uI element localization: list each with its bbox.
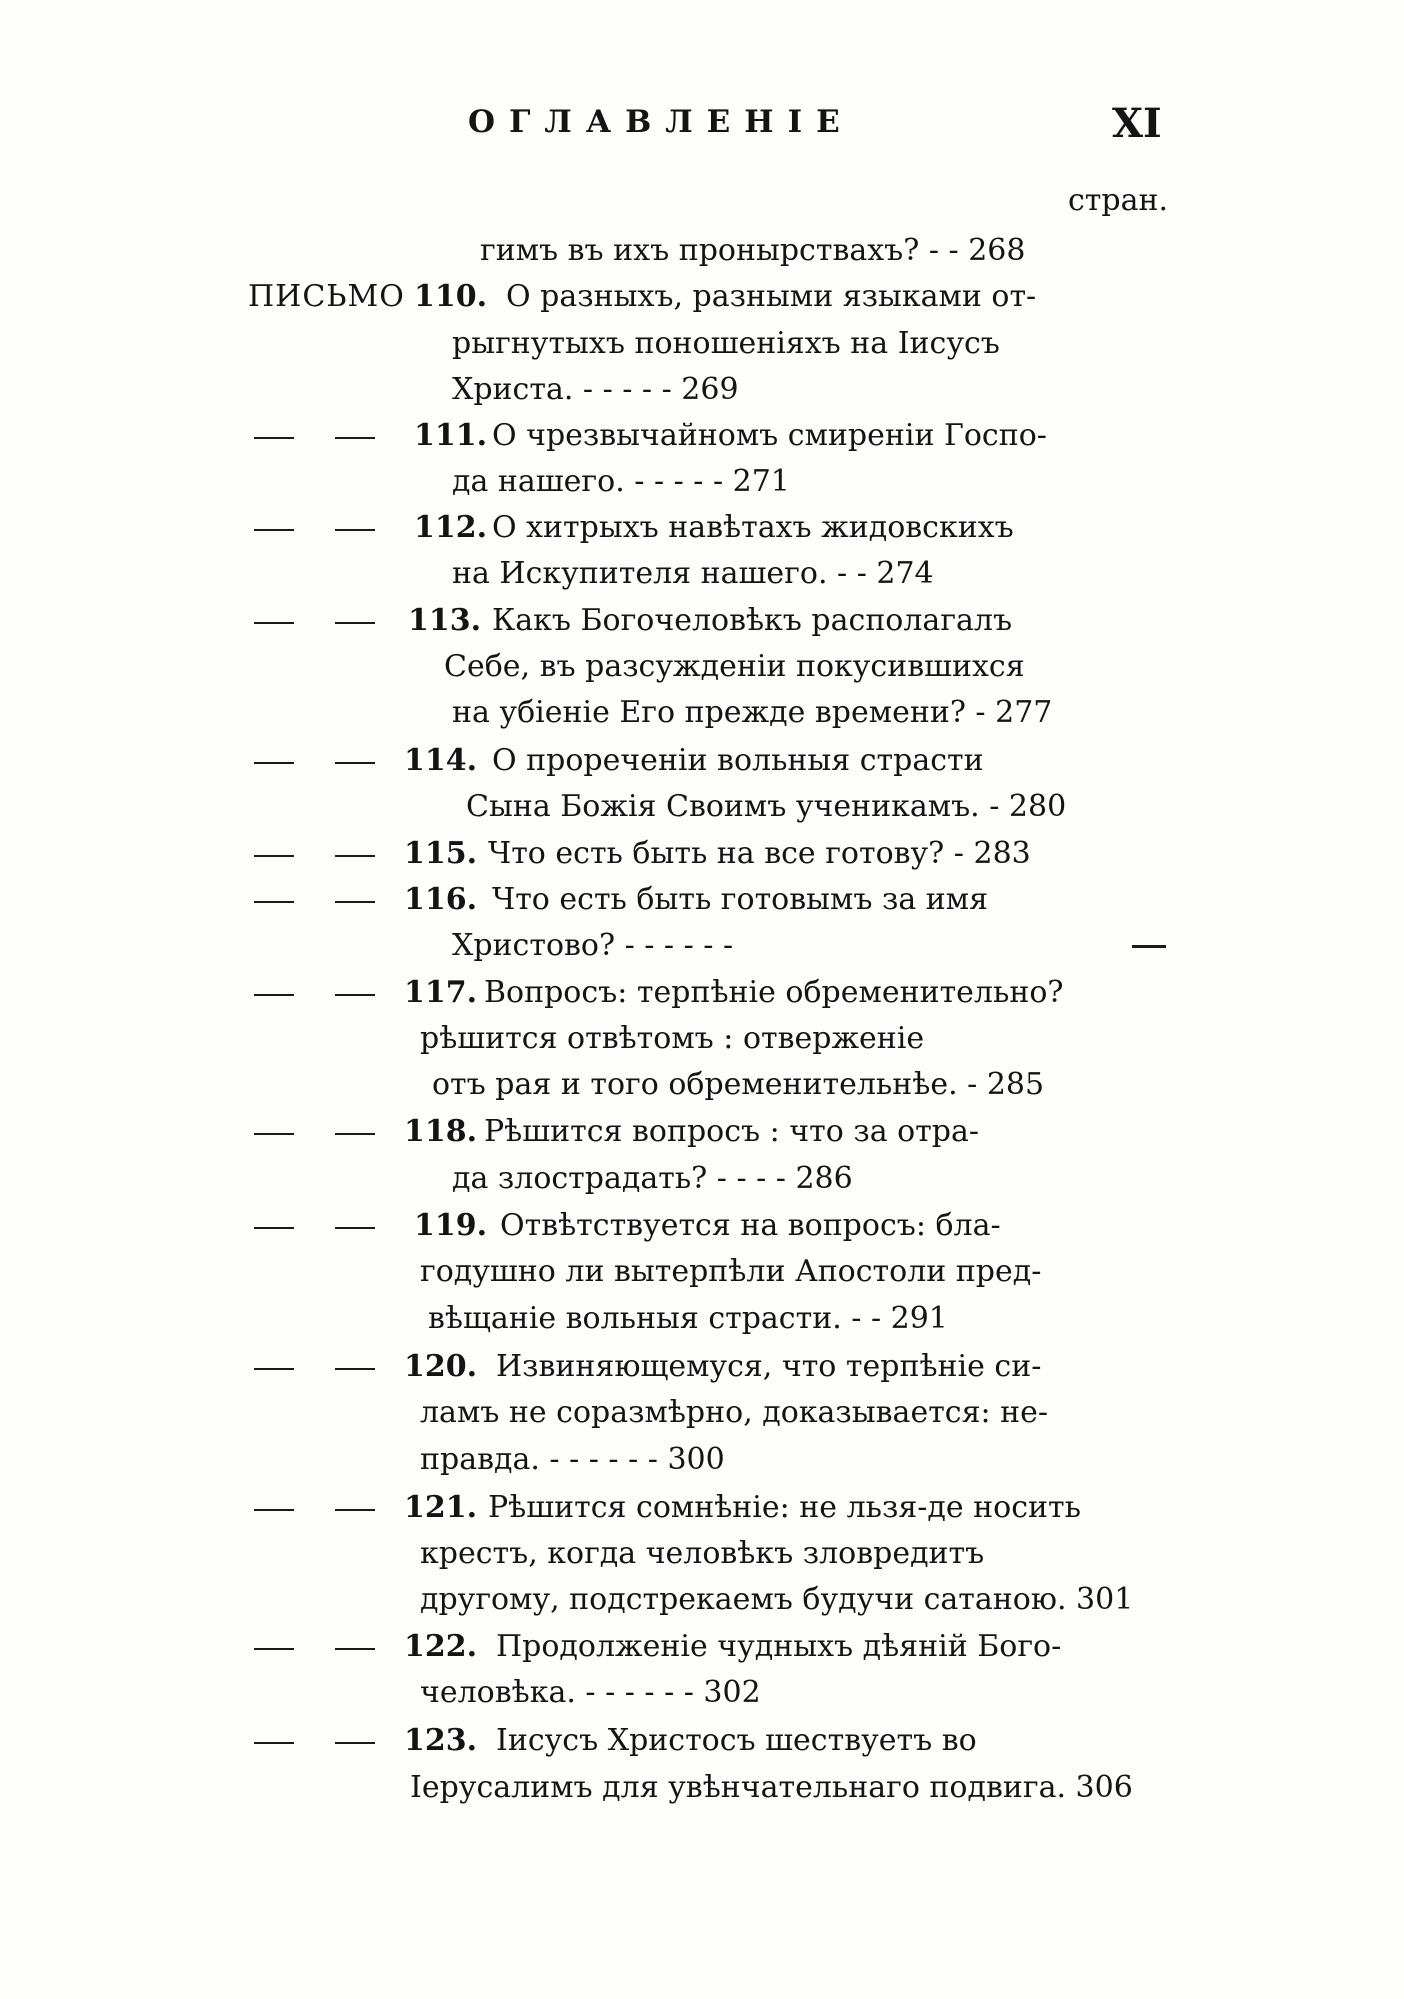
toc-line (0, 1670, 1404, 1716)
toc-line (0, 459, 1404, 505)
ditto-dash (254, 1509, 294, 1511)
ditto-dash (254, 1368, 294, 1370)
letter-number: 116. (404, 882, 478, 917)
toc-text: на убіеніе Его прежде времени? - 277 (452, 695, 1053, 730)
ditto-dash (335, 1368, 375, 1370)
letter-number: 120. (404, 1349, 478, 1384)
toc-text: Вопросъ: терпѣніе обременительно? (484, 975, 1064, 1010)
ditto-dash (335, 1742, 375, 1744)
toc-text: О хитрыхъ навѣтахъ жидовскихъ (492, 510, 1014, 545)
toc-line (0, 1016, 1404, 1062)
ditto-dash (335, 622, 375, 624)
toc-text: рѣшится отвѣтомъ : отверженіе (420, 1021, 925, 1056)
toc-line (0, 1249, 1404, 1295)
toc-line (0, 321, 1404, 367)
toc-line (0, 831, 1404, 877)
toc-line (0, 1624, 1404, 1670)
toc-line (0, 228, 1404, 274)
toc-text: О разныхъ, разными языками от- (506, 279, 1037, 314)
toc-text: отъ рая и того обременительнѣе. - 285 (432, 1067, 1045, 1102)
letter-number: 118. (404, 1114, 478, 1149)
toc-line (0, 274, 1404, 320)
ditto-dash (335, 855, 375, 857)
ditto-dash (254, 1742, 294, 1744)
toc-text: Христово? - - - - - - (452, 928, 734, 963)
ditto-dash (254, 994, 294, 996)
ditto-dash (335, 1133, 375, 1135)
toc-line (0, 644, 1404, 690)
toc-line (0, 1485, 1404, 1531)
ditto-dash (254, 1648, 294, 1650)
letter-number: 117. (404, 975, 478, 1010)
toc-line (0, 1203, 1404, 1249)
letter-number: 121. (404, 1490, 478, 1525)
ditto-dash (335, 762, 375, 764)
toc-line (0, 1390, 1404, 1436)
toc-text: Продолженіе чудныхъ дѣяній Бого- (496, 1629, 1062, 1664)
toc-line (0, 1344, 1404, 1390)
toc-text: крестъ, когда человѣкъ зловредитъ (420, 1536, 985, 1571)
toc-text: годушно ли вытерпѣли Апостоли пред- (420, 1254, 1042, 1289)
ditto-dash (254, 762, 294, 764)
toc-text: Рѣшится вопросъ : что за отра- (484, 1114, 979, 1149)
toc-line (0, 505, 1404, 551)
toc-line (0, 413, 1404, 459)
ditto-dash (254, 1227, 294, 1229)
toc-line (0, 551, 1404, 597)
page-number: XI (1112, 100, 1162, 147)
ditto-dash (254, 529, 294, 531)
letter-number: 112. (414, 510, 488, 545)
letter-number: 110. (414, 279, 488, 314)
toc-line (0, 877, 1404, 923)
toc-text: да злострадать? - - - - 286 (452, 1161, 853, 1196)
toc-text: Іерусалимъ для увѣнчательнаго подвига. 306 (410, 1770, 1133, 1805)
toc-text: О прореченіи вольныя страсти (492, 743, 984, 778)
page-column-header: стран. (1067, 183, 1168, 218)
toc-line (0, 784, 1404, 830)
letter-number: 111. (414, 418, 488, 453)
toc-line (0, 367, 1404, 413)
toc-text: человѣка. - - - - - - 302 (420, 1675, 761, 1710)
toc-line (0, 1156, 1404, 1202)
toc-text: правда. - - - - - - 300 (420, 1442, 725, 1477)
toc-text: Что есть быть на все готову? - 283 (488, 836, 1031, 871)
ditto-dash (335, 901, 375, 903)
toc-line (0, 598, 1404, 644)
letter-number: 119. (414, 1208, 488, 1243)
letter-number: 115. (404, 836, 478, 871)
ditto-dash (254, 1133, 294, 1135)
ditto-dash (335, 994, 375, 996)
toc-text: Отвѣтствуется на вопросъ: бла- (500, 1208, 1001, 1243)
ditto-dash (335, 1509, 375, 1511)
toc-line (0, 1062, 1404, 1108)
toc-text: Іисусъ Христосъ шествуетъ во (496, 1723, 977, 1758)
toc-text: Христа. - - - - - 269 (452, 372, 739, 407)
toc-line (0, 1109, 1404, 1155)
letter-number: 114. (404, 743, 478, 778)
toc-text: О чрезвычайномъ смиреніи Госпо- (492, 418, 1047, 453)
ditto-dash (254, 901, 294, 903)
toc-line (0, 1718, 1404, 1764)
toc-line (0, 923, 1404, 969)
toc-line (0, 1437, 1404, 1483)
toc-line (0, 690, 1404, 736)
toc-line (0, 1577, 1404, 1623)
toc-text: ламъ не соразмѣрно, доказывается: не- (420, 1395, 1049, 1430)
letter-label: ПИСЬМО (248, 279, 405, 314)
toc-line (0, 1765, 1404, 1811)
toc-text: рыгнутыхъ поношеніяхъ на Іисусъ (452, 326, 1000, 361)
ditto-dash (335, 529, 375, 531)
ditto-dash (335, 1227, 375, 1229)
letter-number: 122. (404, 1629, 478, 1664)
ditto-dash (335, 1648, 375, 1650)
toc-text: Сына Божія Своимъ ученикамъ. - 280 (466, 789, 1067, 824)
toc-text: Извиняющемуся, что терпѣніе си- (496, 1349, 1042, 1384)
toc-text: другому, подстрекаемъ будучи сатаною. 301 (420, 1582, 1134, 1617)
toc-text: да нашего. - - - - - 271 (452, 464, 790, 499)
ditto-dash (254, 855, 294, 857)
ditto-dash (254, 622, 294, 624)
ditto-dash (254, 437, 294, 439)
toc-line (0, 738, 1404, 784)
toc-line (0, 1296, 1404, 1342)
page-title: ОГЛАВЛЕНІЕ (468, 104, 854, 140)
toc-text: вѣщаніе вольныя страсти. - - 291 (428, 1301, 948, 1336)
toc-text: Себе, въ разсужденіи покусившихся (444, 649, 1025, 684)
toc-text: Что есть быть готовымъ за имя (492, 882, 989, 917)
toc-line (0, 970, 1404, 1016)
toc-line (0, 1531, 1404, 1577)
ditto-dash (335, 437, 375, 439)
toc-text: на Искупителя нашего. - - 274 (452, 556, 934, 591)
toc-text: гимъ въ ихъ пронырствахъ? - - 268 (480, 233, 1026, 268)
letter-number: 123. (404, 1723, 478, 1758)
toc-text: Какъ Богочеловѣкъ располагалъ (492, 603, 1013, 638)
toc-text: Рѣшится сомнѣніе: не льзя-де носить (488, 1490, 1081, 1525)
letter-number: 113. (408, 603, 482, 638)
page-ref-dash (1132, 945, 1166, 948)
